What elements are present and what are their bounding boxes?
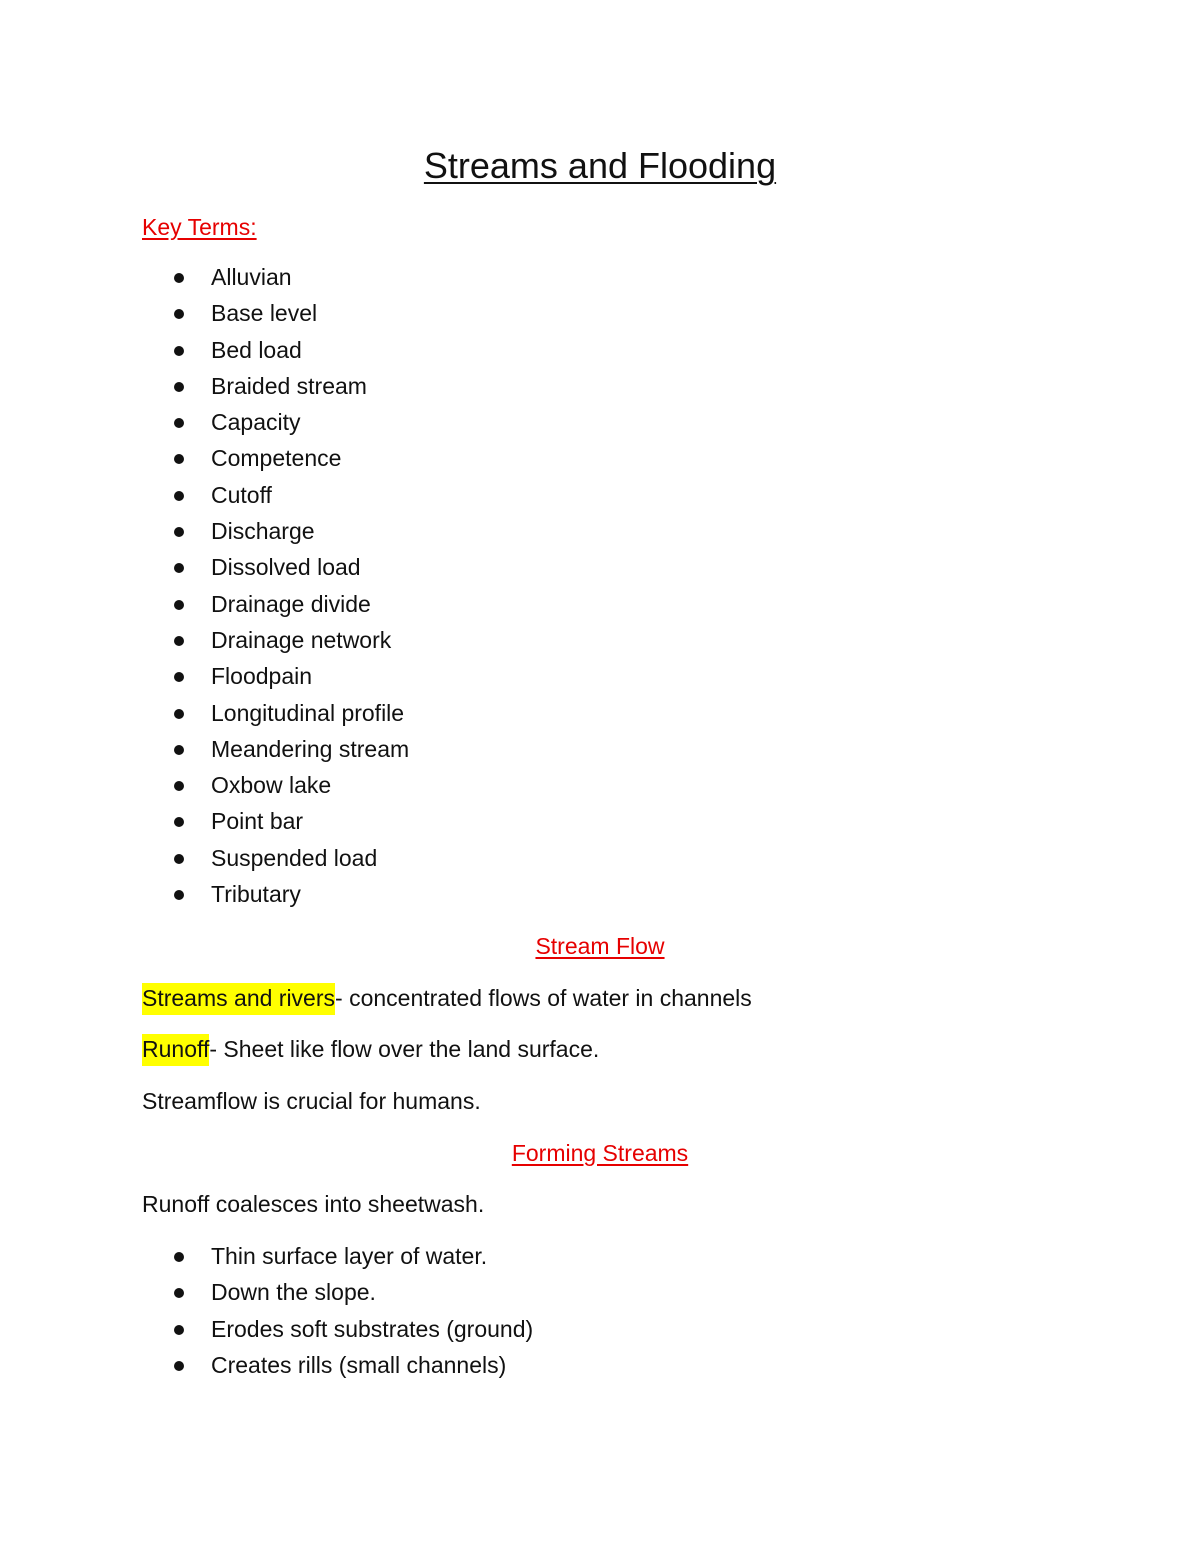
list-item-text: Alluvian <box>211 264 292 290</box>
bullet-icon <box>174 1361 184 1371</box>
bullet-icon <box>174 781 184 791</box>
bullet-icon <box>174 527 184 537</box>
highlighted-term-streams-and-rivers: Streams and rivers <box>142 983 335 1015</box>
list-item-text: Dissolved load <box>211 554 361 581</box>
bullet-icon <box>174 890 184 900</box>
bullet-icon <box>174 1325 184 1335</box>
list-item-text: Down the slope. <box>211 1279 376 1306</box>
bullet-icon <box>174 382 184 392</box>
bullet-icon <box>174 1252 184 1262</box>
list-item-text: Tributary <box>211 881 301 908</box>
list-item-text: Competence <box>211 445 342 472</box>
forming-streams-heading: Forming Streams <box>511 1140 689 1166</box>
paragraph-runoff-coalesces: Runoff coalesces into sheetwash. <box>142 1191 485 1217</box>
stream-flow-heading: Stream Flow <box>535 933 665 959</box>
list-item-text: Meandering stream <box>211 735 410 762</box>
bullet-icon <box>174 346 184 356</box>
list-item-text: Cutoff <box>211 481 272 508</box>
bullet-icon <box>174 600 184 610</box>
paragraph-streams-and-rivers <box>142 983 752 1013</box>
list-item-text: Erodes soft substrates (ground) <box>211 1315 534 1342</box>
bullet-icon <box>174 418 184 428</box>
section-heading-stream-flow <box>0 931 1200 961</box>
list-item-text: Point bar <box>211 808 304 835</box>
bullet-icon <box>174 709 184 719</box>
bullet-icon <box>174 491 184 501</box>
bullet-icon <box>174 817 184 827</box>
list-item-text: Oxbow lake <box>211 772 332 799</box>
list-item-text: Floodpain <box>211 663 313 690</box>
bullet-icon <box>174 273 184 283</box>
highlighted-term-runoff: Runoff <box>142 1034 209 1066</box>
bullet-icon <box>174 1288 184 1298</box>
list-item-text: Longitudinal profile <box>211 699 405 726</box>
list-item-text: Base level <box>211 300 318 327</box>
list-item-text: Thin surface layer of water. <box>211 1243 488 1269</box>
definition-text: - Sheet like flow over the land surface. <box>209 1036 600 1062</box>
bullet-icon <box>174 854 184 864</box>
list-item-text: Drainage divide <box>211 590 371 617</box>
bullet-icon <box>174 672 184 682</box>
paragraph-runoff <box>142 1034 599 1064</box>
paragraph-streamflow-crucial: Streamflow is crucial for humans. <box>142 1088 481 1114</box>
page-title: Streams and Flooding <box>423 145 777 186</box>
bullet-icon <box>174 309 184 319</box>
list-item-text: Discharge <box>211 518 315 545</box>
list-item-text: Capacity <box>211 409 301 436</box>
list-item-text: Braided stream <box>211 372 367 399</box>
definition-text: - concentrated flows of water in channels <box>335 985 752 1011</box>
section-heading-forming-streams <box>0 1138 1200 1168</box>
list-item-text: Bed load <box>211 336 302 363</box>
bullet-icon <box>174 454 184 464</box>
bullet-icon <box>174 636 184 646</box>
list-item-text: Suspended load <box>211 844 378 871</box>
bullet-icon <box>174 745 184 755</box>
bullet-icon <box>174 563 184 573</box>
list-item-text: Creates rills (small channels) <box>211 1351 507 1378</box>
key-terms-label: Key Terms: <box>142 214 257 240</box>
list-item-text: Drainage network <box>211 626 392 653</box>
